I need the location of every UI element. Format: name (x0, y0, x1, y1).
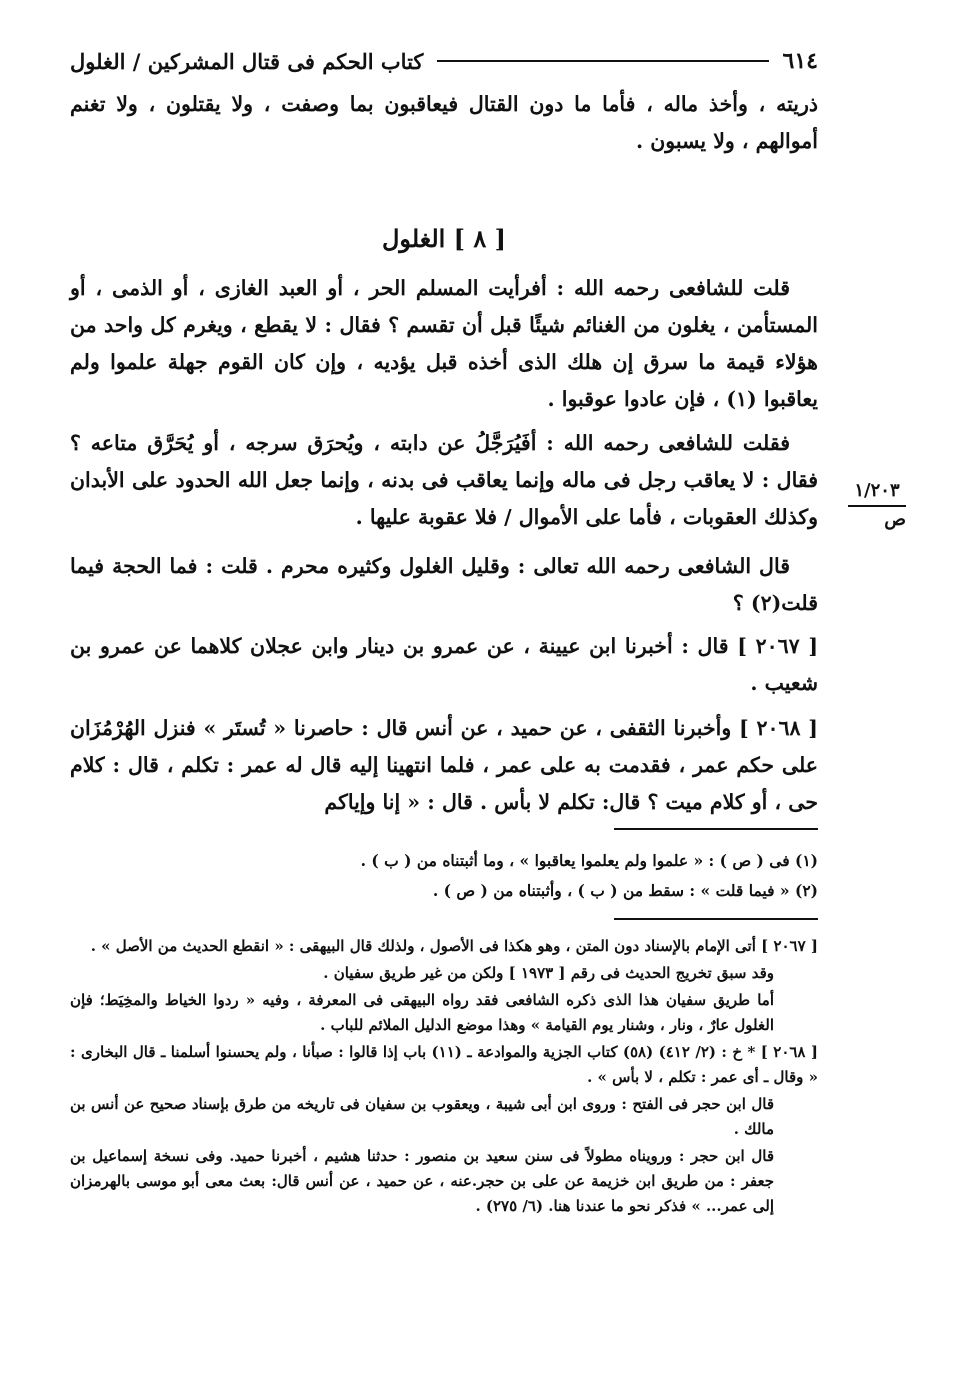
hadith-2067-text: قال : أخبرنا ابن عيينة ، عن عمرو بن دينار وابن عجلان كلاهما عن عمرو بن شعيب . (70, 634, 818, 695)
margin-note (848, 480, 906, 530)
commentary-line: قال ابن حجر فى الفتح : وروى ابن أبى شيبة ، ويعقوب بن سفيان فى تاريخه من طرق بإسناد صحيح عن أنس بن مالك . (70, 1095, 774, 1138)
commentary-line: وقد سبق تخريج الحديث فى رقم [ ١٩٧٣ ] ولكن من غير طريق سفيان . (323, 964, 774, 982)
page-number: ٦١٤ (782, 48, 818, 74)
hadith-number: [ ٢٠٦٧ ] (737, 634, 819, 658)
hadith-2067 (70, 628, 818, 702)
footnotes (70, 846, 818, 906)
hadith-number: [ ٢٠٦٨ ] (739, 716, 818, 740)
commentary (70, 934, 818, 1221)
margin-ref: ١/٢٠٣ (848, 480, 906, 507)
commentary-2067: [ ٢٠٦٧ ] أتى الإمام بالإسناد دون المتن ، وهو هكذا فى الأصول ، ولذلك قال البيهقى : « انقطع الحديث من الأصل » . (90, 937, 818, 955)
page-header (70, 44, 818, 78)
paragraph-2 (70, 425, 818, 536)
commentary-line: قال ابن حجر : ورويناه مطولاً فى سنن سعيد بن منصور : حدثنا هشيم ، أخبرنا حميد. وفى نسخة إسماعيل بن جعفر : من طريق ابن خزيمة عن على بن حجر.عنه ، عن حميد ، عن أنس قال: بعث معى أبو موسى بالهرمزان إلى عمر... » فذكر نحو ما عندنا هنا. (٦/ ٢٧٥) . (70, 1147, 774, 1215)
paragraph-1-text: قلت للشافعى رحمه الله : أفرأيت المسلم الحر ، أو العبد الغازى ، أو الذمى ، أو المستأمن ، يغلون من الغنائم شيئًا قبل أن تقسم ؟ فقال : لا يقطع ، ويغرم كل واحد من هؤلاء قيمة ما سرق إن هلك الذى أخذه قبل يؤديه ، وإن كان القوم جهلة علموا ولم يعاقبوا (١) ، فإن عادوا عوقبوا . (70, 276, 818, 411)
footnote-1: (١) فى ( ص ) : « علموا ولم يعلموا يعاقبوا » ، وما أثبتناه من ( ب ) . (360, 851, 818, 870)
paragraph-1 (70, 270, 818, 418)
footnote-2: (٢) « فيما قلت » : سقط من ( ب ) ، وأثبتناه من ( ص ) . (432, 881, 818, 900)
hadith-2068 (70, 710, 818, 821)
lead-paragraph: ذريته ، وأخذ ماله ، فأما ما دون القتال فيعاقبون بما وصفت ، ولا يقتلون ، ولا تغنم أموالهم ، ولا يسبون . (70, 92, 818, 153)
commentary-line: أما طريق سفيان هذا الذى ذكره الشافعى فقد رواه البيهقى فى المعرفة ، وفيه « ردوا الخياط والمخِيَط؛ فإن الغلول عارٌ ، ونار ، وشنار يوم القيامة » وهذا موضع الدليل الملائم للباب . (70, 991, 774, 1034)
commentary-2068: [ ٢٠٦٨ ] * خ : (٢/ ٤١٢) (٥٨) كتاب الجزية والموادعة ـ (١١) باب إذا قالوا : صبأنا ، ولم يحسنوا أسلمنا ـ قال البخارى : « وقال ـ أى عمر : تكلم ، لا بأس » . (70, 1043, 819, 1086)
footnote-rule (614, 828, 818, 830)
header-rule (437, 60, 768, 62)
commentary-rule (614, 918, 818, 920)
margin-label: ص (884, 509, 906, 530)
hadith-2068-text: وأخبرنا الثقفى ، عن حميد ، عن أنس قال : حاصرنا « تُستَر » فنزل الهُرْمُزَان على حكم عمر ، فقدمت به على عمر ، فلما انتهينا إليه قال له عمر : تكلم ، قال : كلام حى ، أو كلام ميت ؟ قال: تكلم لا بأس . قال : « إنا وإياكم (70, 716, 818, 814)
paragraph-3-text: قال الشافعى رحمه الله تعالى : وقليل الغلول وكثيره محرم . قلت : فما الحجة فيما قلت(٢) ؟ (70, 554, 818, 615)
paragraph-3 (70, 548, 818, 622)
running-title: كتاب الحكم فى قتال المشركين / الغلول (70, 48, 424, 74)
section-heading: [ ٨ ] الغلول (381, 224, 506, 253)
paragraph-2-text: فقلت للشافعى رحمه الله : أفَيُرَجَّلُ عن دابته ، ويُحرَق سرجه ، أو يُحَرَّق متاعه ؟ فقال : لا يعاقب رجل فى ماله وإنما يعاقب فى بدنه ، وإنما جعل الله الحدود على الأبدان وكذلك العقوبات ، فأما على الأموال / فلا عقوبة عليها . (70, 431, 818, 529)
